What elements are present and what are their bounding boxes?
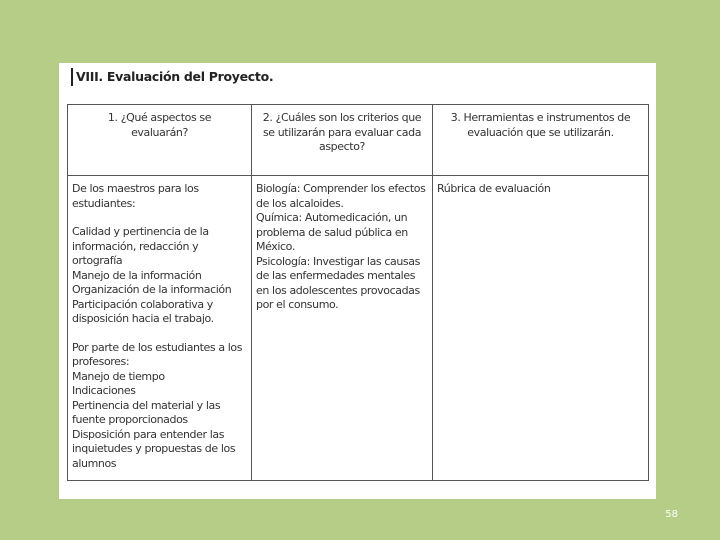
group-title-teachers: De los maestros para los estudiantes: (72, 182, 199, 210)
cell-criteria (252, 176, 433, 481)
list-item: Participación colaborativa y disposición hacia el trabajo. (72, 297, 214, 325)
list-item: Pertinencia del material y las fuente proporcionados (72, 398, 221, 426)
criteria-psychology: Psicología: Investigar las causas de las enfermedades mentales en los adolescentes provocadas por el consumo. (256, 254, 420, 311)
list-item: Calidad y pertinencia de la información, redacción y ortografía (72, 225, 209, 267)
table-header-row (68, 105, 649, 176)
list-item: Disposición para entender las inquietudes y propuestas de los alumnos (72, 427, 236, 470)
criteria-chemistry: Química: Automedicación, un problema de salud pública en México. (256, 211, 408, 253)
cell-aspects (68, 176, 252, 481)
criteria-biology: Biología: Comprender los efectos de los alcaloides. (256, 182, 426, 210)
list-item: Indicaciones (72, 384, 136, 397)
table-row (68, 176, 649, 481)
tool-rubric: Rúbrica de evaluación (437, 182, 551, 195)
group-title-students: Por parte de los estudiantes a los profesores: (72, 340, 243, 368)
header-criteria: 2. ¿Cuáles son los criterios que se utilizarán para evaluar cada aspecto? (252, 105, 433, 176)
page-number: 58 (665, 509, 678, 520)
list-item: Manejo de tiempo (72, 369, 165, 383)
document-title: VIII. Evaluación del Proyecto. (71, 68, 273, 86)
header-tools: 3. Herramientas e instrumentos de evaluación que se utilizarán. (433, 105, 649, 176)
list-item: Manejo de la información (72, 268, 202, 282)
list-item: Organización de la información (72, 283, 232, 296)
evaluation-table (67, 104, 649, 481)
document-image (59, 63, 656, 499)
cell-tools (433, 176, 649, 481)
header-aspects: 1. ¿Qué aspectos se evaluarán? (68, 105, 252, 176)
